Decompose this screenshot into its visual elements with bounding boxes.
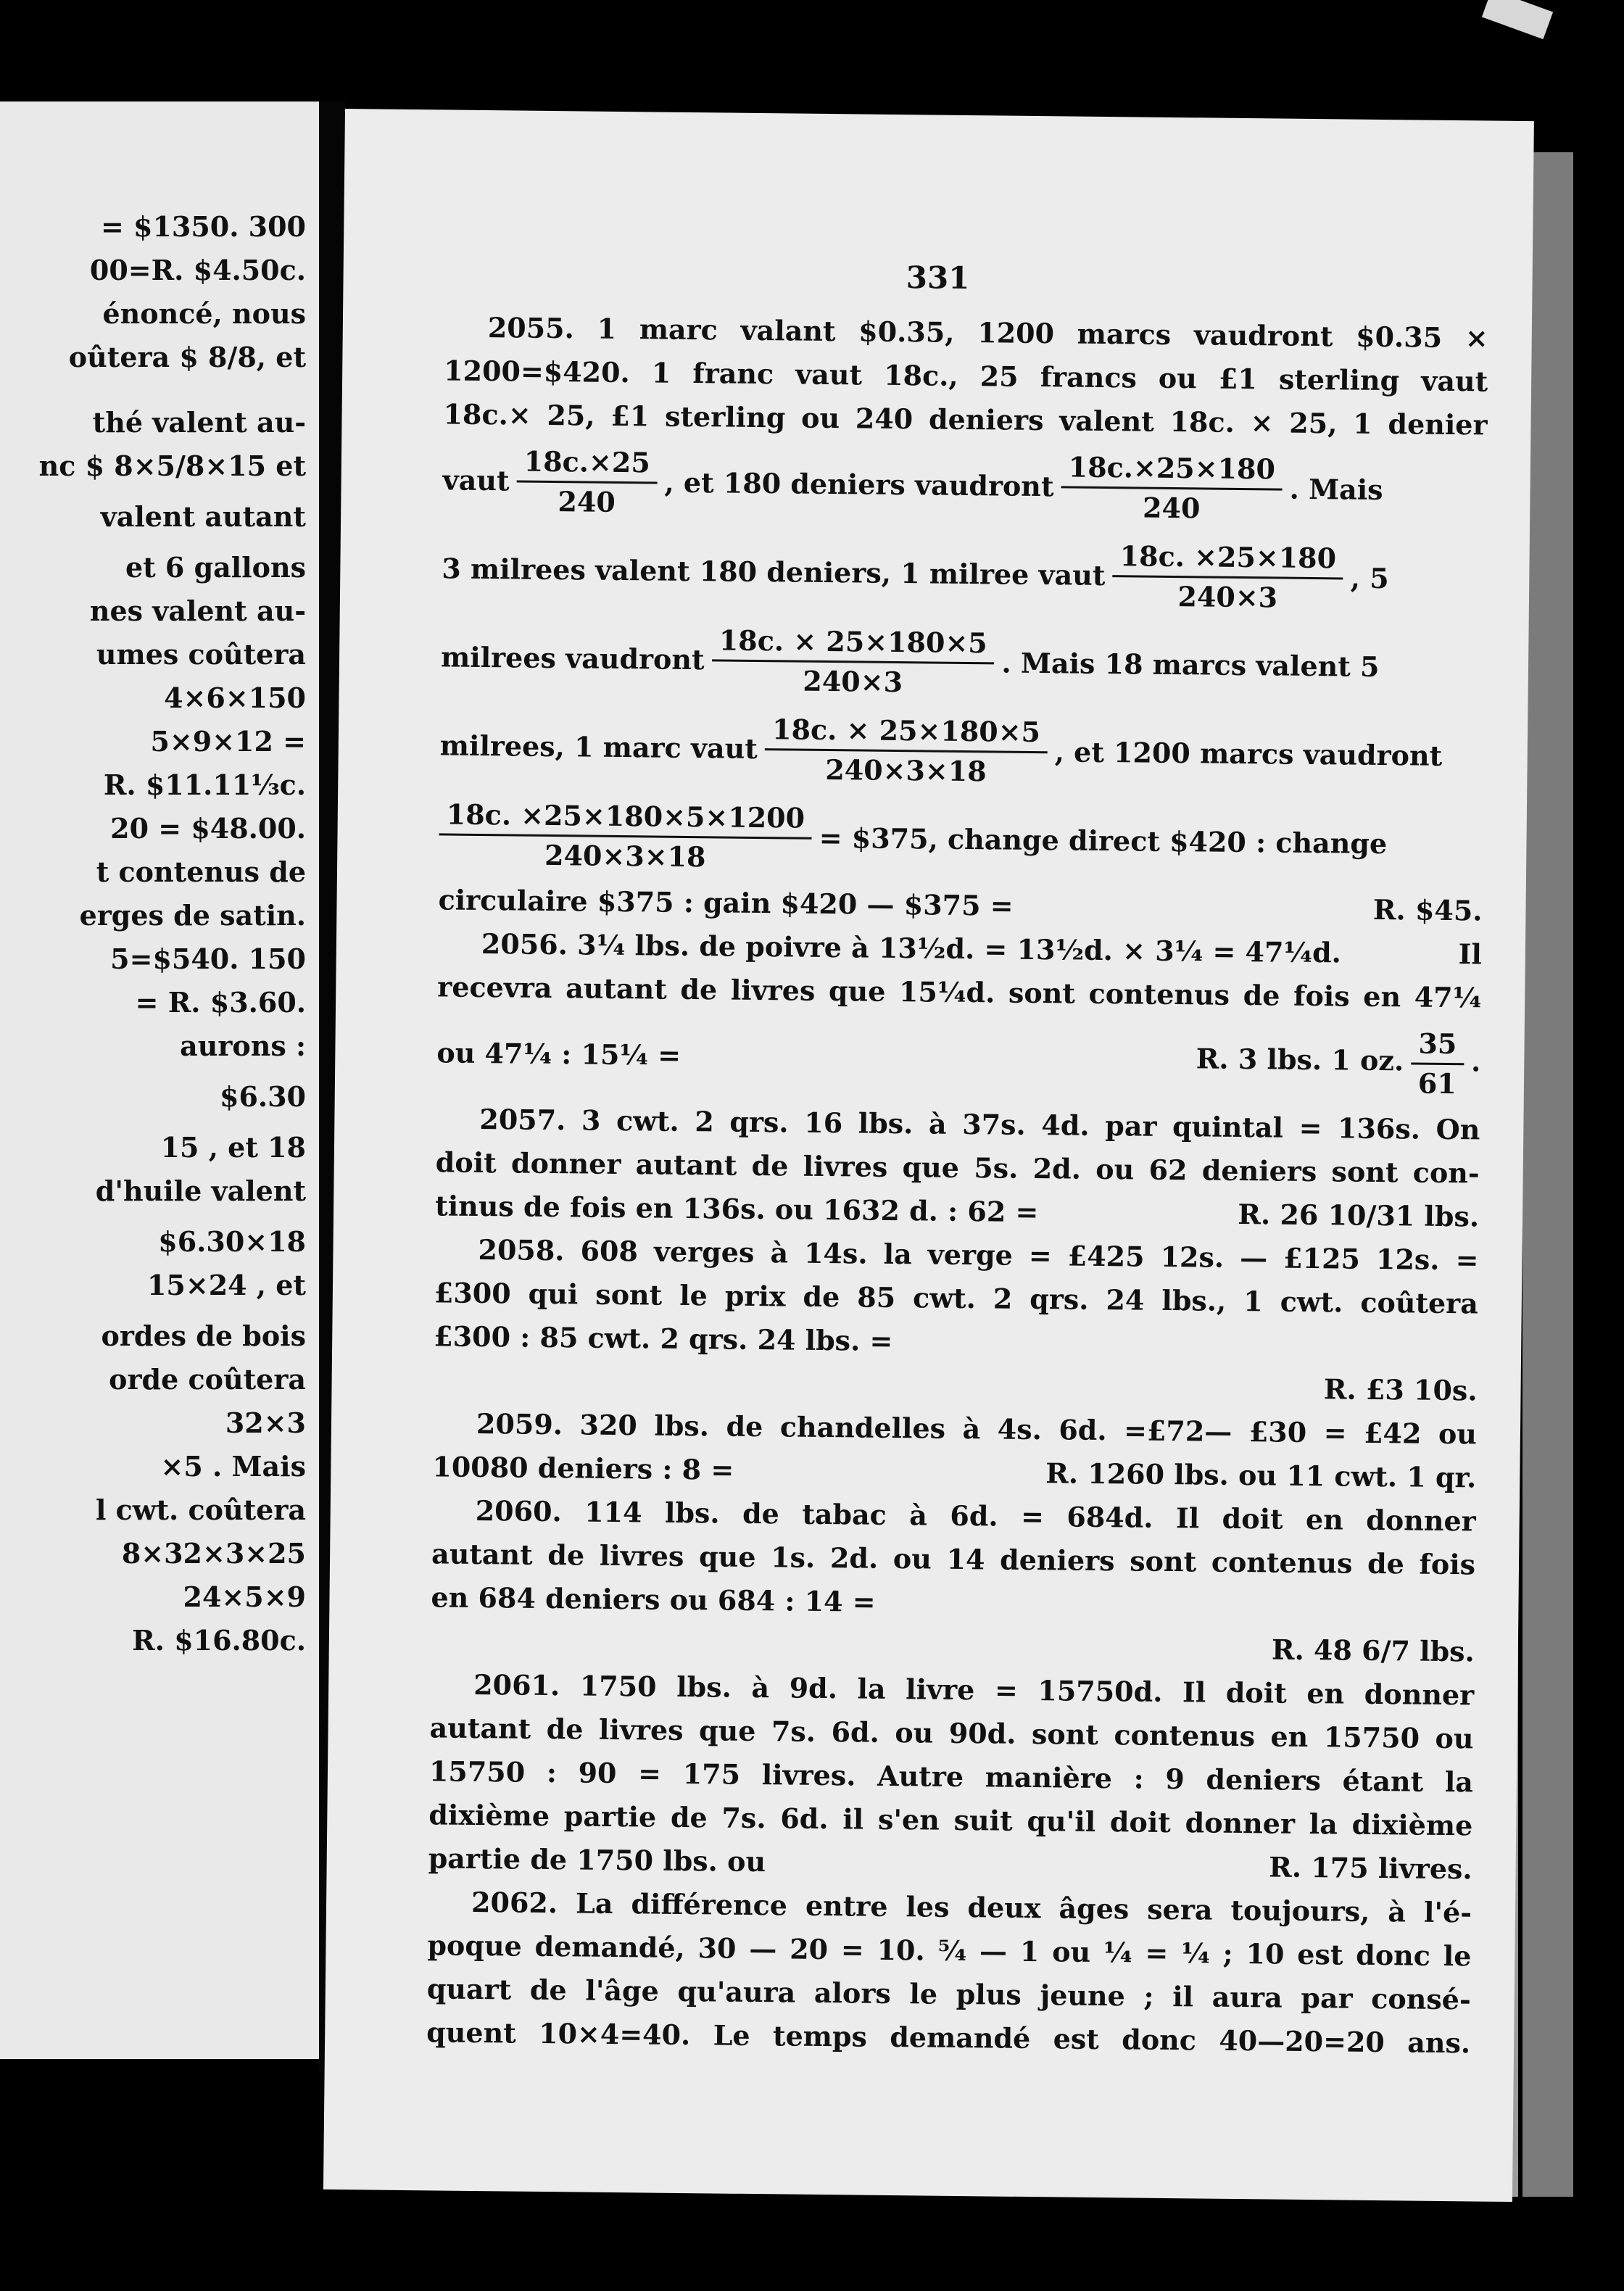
solution-2055-line: 2055. 1 marc valant $0.35, 1200 marcs vaudront $0.35 × bbox=[487, 311, 1489, 355]
left-page-line: $6.30 bbox=[220, 1080, 306, 1113]
problem-number: 2062. bbox=[471, 1885, 558, 1920]
right-page bbox=[323, 109, 1534, 2202]
solution-2060-line: en 684 deniers ou 684 : 14 = bbox=[431, 1580, 876, 1618]
page-number: 331 bbox=[906, 260, 970, 297]
solution-2055-line: 3 milrees valent 180 deniers, 1 milree vaut $\frac{18c. \times 25\times 180}{240\times 3}$ , 5 bbox=[442, 524, 1486, 624]
left-page-line: 20 = $48.00. bbox=[110, 812, 306, 845]
left-page-fragment bbox=[0, 102, 319, 2059]
left-page-line: valent autant bbox=[100, 500, 306, 533]
left-page-line: 5×9×12 = bbox=[150, 725, 306, 758]
left-page-line: umes coûtera bbox=[96, 638, 306, 671]
solution-2058-line: 2058. 608 verges à 14s. la verge = £425 12s. — £125 12s. = bbox=[478, 1233, 1479, 1277]
solution-2062-line: quent 10×4=40. Le temps demandé est donc 40—20=20 ans. bbox=[426, 2016, 1471, 2060]
fraction: $\frac{18c. \times 25\times 180\times 5}{240\times 3}$ bbox=[711, 621, 995, 702]
left-page-line: d'huile valent bbox=[95, 1174, 306, 1207]
left-page-line: orde coûtera bbox=[109, 1363, 306, 1396]
fraction: $\frac{18c. \times 25\times 180}{240\times 3}$ bbox=[1112, 537, 1343, 617]
left-page-line: énoncé, nous bbox=[102, 297, 306, 330]
solution-2055-line: vaut $\frac{18c.\times 25}{240}$ , et 180 deniers vaudront $\frac{18c.\times 25\times 180}{240}$ . Mais bbox=[442, 436, 1487, 535]
solution-2060-line: autant de livres que 1s. 2d. ou 14 deniers sont contenus de fois bbox=[431, 1537, 1476, 1581]
problem-number: 2060. bbox=[475, 1494, 562, 1528]
answer: R. $45. bbox=[1372, 892, 1483, 927]
solution-2055-line: 1200=$420. 1 franc vaut 18c., 25 francs ou £1 sterling vaut bbox=[443, 354, 1488, 398]
solution-2057-line: doit donner autant de livres que 5s. 2d. ou 62 deniers sont con- bbox=[435, 1146, 1480, 1190]
solution-2056-line: ou 47¼ : 15¼ = R. 3 lbs. 1 oz. $\frac{35}{61}$ . bbox=[436, 1008, 1481, 1108]
fraction: $\frac{18c.\times 25\times 180}{240}$ bbox=[1061, 448, 1283, 528]
left-page-line: et 6 gallons bbox=[125, 551, 306, 584]
left-page-line: 24×5×9 bbox=[183, 1580, 306, 1613]
solution-2062-line: poque demandé, 30 — 20 = 10. ⁵⁄₄ — 1 ou ¼ = ¼ ; 10 est donc le bbox=[427, 1928, 1472, 1973]
left-page-line: 00=R. $4.50c. bbox=[89, 254, 306, 286]
solution-2057-line: tinus de fois en 136s. ou 1632 d. : 62 = R. 26 10/31 lbs. bbox=[435, 1184, 1480, 1238]
solution-2057-line: 2057. 3 cwt. 2 qrs. 16 lbs. à 37s. 4d. par quintal = 136s. On bbox=[479, 1103, 1480, 1146]
fraction: $\frac{35}{61}$ bbox=[1411, 1024, 1464, 1103]
answer: R. 3 lbs. 1 oz. $\frac{35}{61}$ . bbox=[1196, 1022, 1481, 1103]
problem-number: 2058. bbox=[478, 1233, 565, 1267]
solution-2055-line: $\frac{18c. \times 25\times 180\times 5\times 1200}{240\times 3\times 18}$ = $375, change direct $420 : change bbox=[439, 790, 1483, 889]
left-page-line: ordes de bois bbox=[101, 1320, 306, 1352]
left-page-line: 4×6×150 bbox=[164, 682, 306, 714]
fraction: $\frac{18c. \times 25\times 180\times 5}{240\times 3\times 18}$ bbox=[764, 710, 1048, 791]
solution-2058-line: £300 qui sont le prix de 85 cwt. 2 qrs. 24 lbs., 1 cwt. coûtera bbox=[434, 1276, 1479, 1320]
left-page-line: $6.30×18 bbox=[158, 1225, 306, 1258]
fraction: $\frac{18c. \times 25\times 180\times 5\times 1200}{240\times 3\times 18}$ bbox=[439, 795, 812, 877]
solution-2055-line: milrees vaudront $\frac{18c. \times 25\times 180\times 5}{240\times 3}$ . Mais 18 marcs valent 5 bbox=[440, 613, 1485, 712]
solution-2062-line: quart de l'âge qu'aura alors le plus jeune ; il aura par consé- bbox=[426, 1972, 1472, 2016]
left-page-line: 15 , et 18 bbox=[160, 1131, 306, 1164]
answer: R. 1260 lbs. ou 11 cwt. 1 qr. bbox=[1045, 1457, 1477, 1494]
solution-2056-line: recevra autant de livres que 15¼d. sont contenus de fois en 47¼ bbox=[437, 970, 1482, 1014]
solution-2060-line: 2060. 114 lbs. de tabac à 6d. = 684d. Il doit en donner bbox=[475, 1494, 1476, 1538]
answer: R. £3 10s. bbox=[1323, 1372, 1478, 1407]
left-page-line: 32×3 bbox=[225, 1406, 306, 1439]
solution-2061-line: partie de 1750 lbs. ou R. 175 livres. bbox=[428, 1836, 1472, 1891]
problem-number: 2055. bbox=[487, 311, 575, 345]
solution-2061-line: 15750 : 90 = 175 livres. Autre manière : 9 deniers étant la bbox=[428, 1754, 1474, 1799]
left-page-line: l cwt. coûtera bbox=[95, 1494, 306, 1526]
answer: R. 48 6/7 lbs. bbox=[1271, 1633, 1475, 1668]
solution-2055-line: circulaire $375 : gain $420 — $375 = R. $45. bbox=[438, 878, 1483, 932]
solution-2062-line: 2062. La différence entre les deux âges sera toujours, à l'é- bbox=[471, 1885, 1472, 1929]
solution-2055-line: milrees, 1 marc vaut $\frac{18c. \times 25\times 180\times 5}{240\times 3\times 18}$ , et 1200 marcs vaudront bbox=[439, 701, 1484, 800]
answer: R. 175 livres. bbox=[1269, 1850, 1472, 1886]
solution-2059-line: 10080 deniers : 8 = R. 1260 lbs. ou 11 cwt. 1 qr. bbox=[432, 1445, 1477, 1499]
left-page-line: 8×32×3×25 bbox=[121, 1537, 306, 1570]
left-page-line: 15×24 , et bbox=[146, 1269, 306, 1301]
problem-number: 2061. bbox=[473, 1668, 560, 1702]
problem-number: 2056. bbox=[481, 927, 568, 961]
left-page-line: oûtera $ 8/8, et bbox=[68, 341, 306, 373]
solution-2055-line: 18c.× 25, £1 sterling ou 240 deniers valent 18c. × 25, 1 denier bbox=[443, 397, 1488, 442]
left-page-line: ×5 . Mais bbox=[160, 1450, 306, 1483]
solution-2056-line: 2056. 3¼ lbs. de poivre à 13½d. = 13½d. × 3¼ = 47¼d. Il bbox=[481, 927, 1483, 971]
answer: R. 26 10/31 lbs. bbox=[1238, 1197, 1480, 1233]
left-page-line: thé valent au- bbox=[92, 406, 306, 439]
solution-2061-line: autant de livres que 7s. 6d. ou 90d. sont contenus en 15750 ou bbox=[429, 1711, 1474, 1755]
solution-2061-line: 2061. 1750 lbs. à 9d. la livre = 15750d. Il doit en donner bbox=[473, 1668, 1475, 1712]
solutions-text bbox=[426, 305, 1488, 2065]
left-page-line: erges de satin. bbox=[79, 899, 306, 932]
solution-2059-line: 2059. 320 lbs. de chandelles à 4s. 6d. =£72— £30 = £42 ou bbox=[476, 1406, 1478, 1451]
left-page-line: aurons : bbox=[180, 1030, 306, 1062]
left-page-line: 5=$540. 150 bbox=[110, 942, 306, 975]
problem-number: 2059. bbox=[476, 1406, 563, 1441]
left-page-line: t contenus de bbox=[96, 856, 306, 888]
problem-number: 2057. bbox=[479, 1103, 566, 1137]
solution-2061-line: dixième partie de 7s. 6d. il s'en suit qu'il doit donner la dixième bbox=[428, 1798, 1473, 1842]
left-page-line: R. $16.80c. bbox=[132, 1624, 306, 1657]
left-page-line: = R. $3.60. bbox=[135, 986, 306, 1019]
paper-corner bbox=[1482, 0, 1553, 39]
left-page-line: = $1350. 300 bbox=[100, 210, 306, 243]
left-page-line: nes valent au- bbox=[89, 594, 306, 627]
fraction: $\frac{18c.\times 25}{240}$ bbox=[516, 442, 658, 521]
left-page-line: nc $ 8×5/8×15 et bbox=[38, 450, 306, 482]
left-page-line: R. $11.11⅓c. bbox=[103, 768, 306, 801]
solution-2058-line: £300 : 85 cwt. 2 qrs. 24 lbs. = bbox=[434, 1320, 893, 1358]
